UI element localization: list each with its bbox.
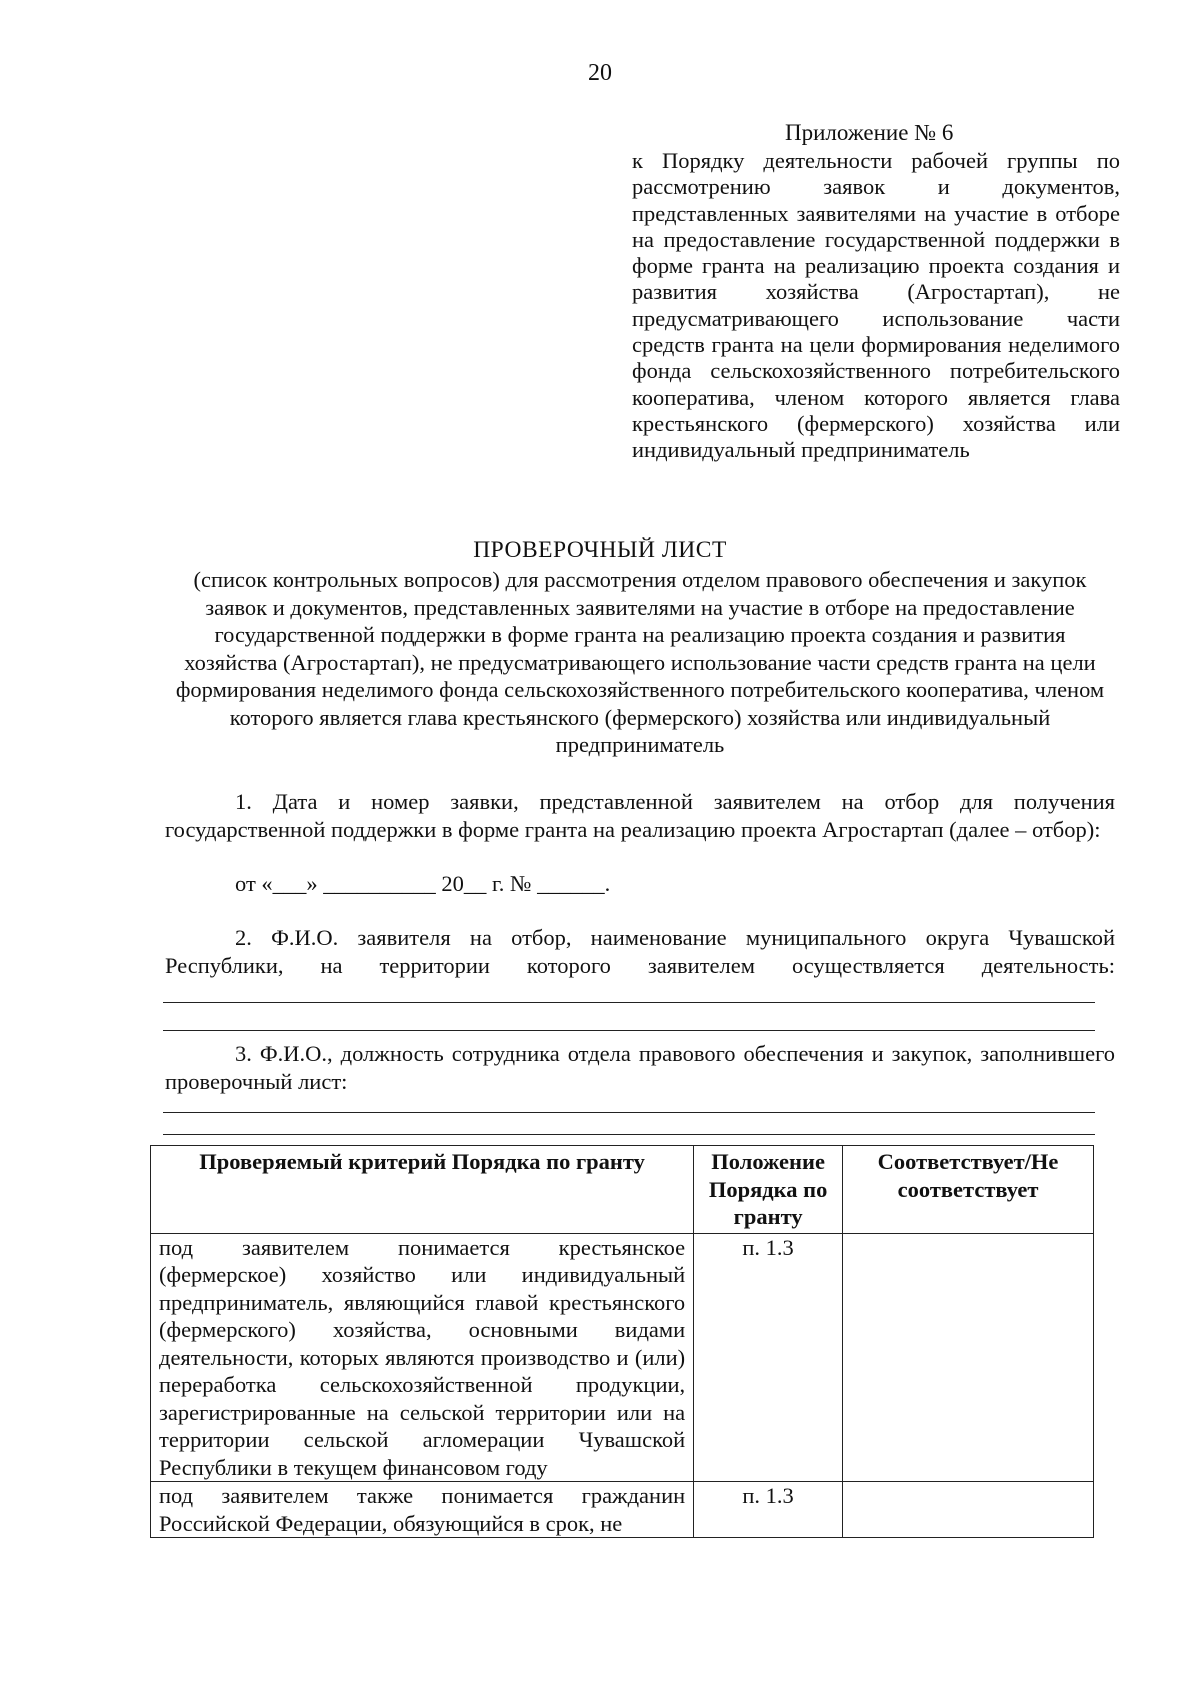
reference-cell: п. 1.3 — [694, 1233, 843, 1482]
header-criterion: Проверяемый критерий Порядка по гранту — [151, 1146, 694, 1234]
table-row — [151, 1482, 1094, 1538]
document-subtitle: (список контрольных вопросов) для рассмотрения отделом правового обеспечения и закупок заявок и документов, представленных заявителями на участие в отборе на предоставление государственной поддержки в форме гранта на реализацию проекта создания и развития хозяйства (Агростартап), не предусматривающего использование части средств гранта на цели формирования неделимого фонда сельскохозяйственного потребительского кооператива, членом которого является глава крестьянского (фермерского) хозяйства или индивидуальный предприниматель — [175, 567, 1105, 757]
page-number: 20 — [588, 60, 612, 86]
compliance-cell[interactable] — [843, 1482, 1094, 1538]
appendix-body: к Порядку деятельности рабочей группы по рассмотрению заявок и документов, представленных заявителями на участие в отборе на предоставление государственной поддержки в форме гранта на реализацию проекта создания и развития хозяйства (Агростартап), не предусматривающего использование части средств гранта на цели формирования неделимого фонда сельскохозяйственного потребительского кооператива, членом которого является глава крестьянского (фермерского) хозяйства или индивидуальный предприниматель — [632, 148, 1120, 463]
criterion-cell: под заявителем понимается крестьянское (фермерское) хозяйство или индивидуальный предприниматель, являющийся главой крестьянского (фермерского) хозяйства, основными видами деятельности, которых являются производство и (или) переработка сельскохозяйственной продукции, зарегистрированные на сельской территории или на территории сельской агломерации Чувашской Республики в текущем финансовом году — [151, 1233, 694, 1482]
table-row — [151, 1233, 1094, 1482]
document-title: ПРОВЕРОЧНЫЙ ЛИСТ — [473, 537, 727, 563]
appendix-title: Приложение № 6 — [785, 120, 954, 145]
fill-line-applicant-1 — [163, 1002, 1095, 1003]
item-1-application-date: 1. Дата и номер заявки, представленной заявителем на отбор для получения государственной поддержки в форме гранта на реализацию проекта Агростартап (далее – отбор): — [165, 789, 1115, 842]
header-compliance: Соответствует/Не соответствует — [843, 1146, 1094, 1234]
item-3-employee-name: 3. Ф.И.О., должность сотрудника отдела правового обеспечения и закупок, заполнившего проверочный лист: — [165, 1041, 1115, 1094]
criterion-cell: под заявителем также понимается гражданин Российской Федерации, обязующийся в срок, не — [151, 1482, 694, 1538]
criteria-table — [150, 1145, 1094, 1538]
fill-line-employee-1 — [163, 1112, 1095, 1113]
fill-line-employee-2 — [163, 1134, 1095, 1135]
compliance-cell[interactable] — [843, 1233, 1094, 1482]
table-header-row — [151, 1146, 1094, 1234]
header-reference: Положение Порядка по гранту — [694, 1146, 843, 1234]
date-number-line: от «___» __________ 20__ г. № ______. — [235, 871, 611, 896]
item-2-applicant-name: 2. Ф.И.О. заявителя на отбор, наименование муниципального округа Чувашской Республики, на территории которого заявителем осуществляется деятельность: — [165, 925, 1115, 978]
reference-cell: п. 1.3 — [694, 1482, 843, 1538]
fill-line-applicant-2 — [163, 1030, 1095, 1031]
